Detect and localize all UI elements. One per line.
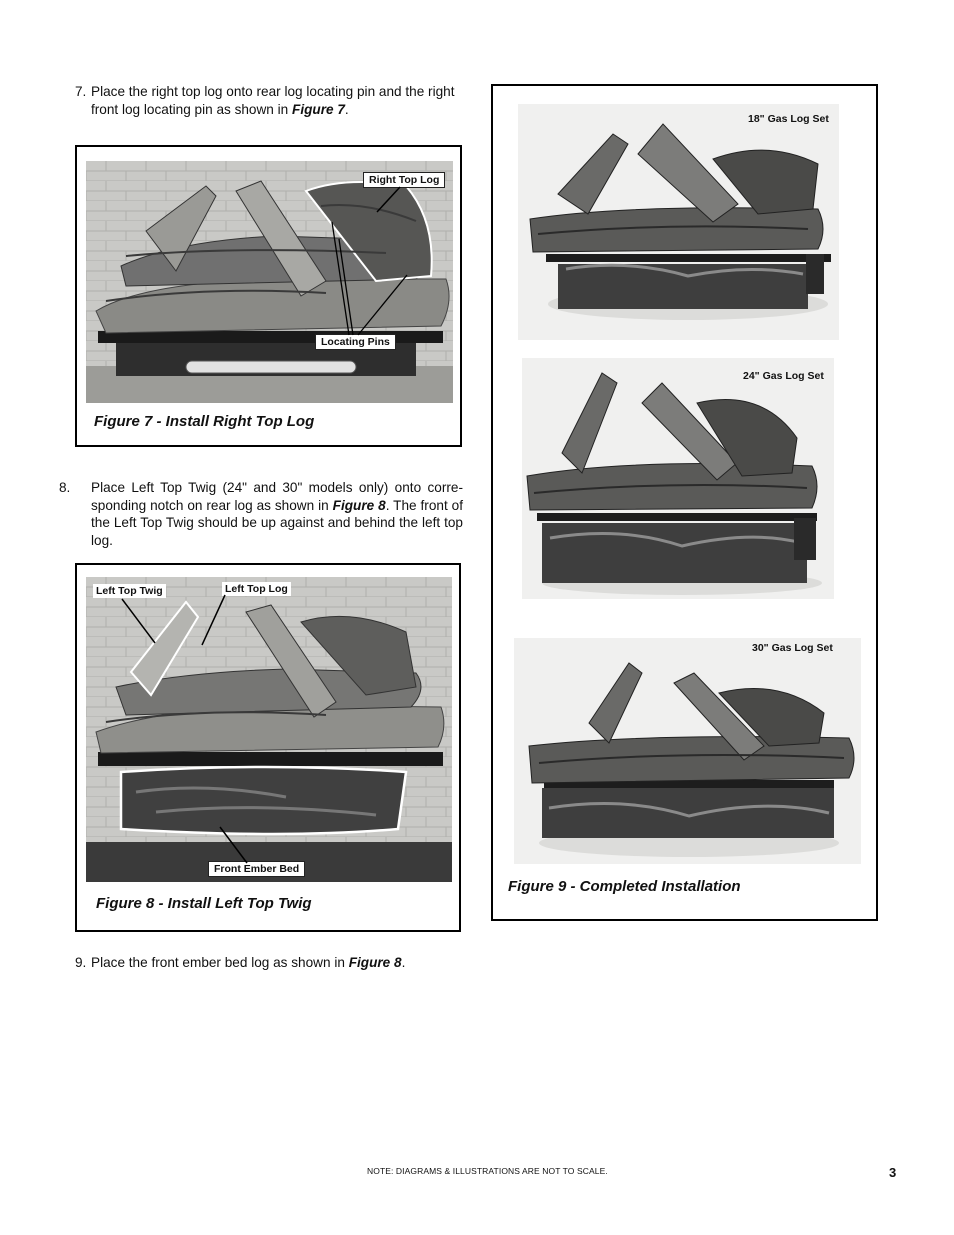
- step-7-figure-ref: Figure 7: [292, 101, 345, 117]
- figure-9-box: [491, 84, 878, 921]
- figure-7-photo: [86, 161, 453, 403]
- log-set-24-illustration: [522, 358, 834, 599]
- log-set-30-illustration: [514, 638, 861, 864]
- figure-8-box: [75, 563, 461, 932]
- figure-9-photo-30: [514, 638, 861, 864]
- left-top-log-label: Left Top Log: [222, 582, 291, 596]
- step-7-line-2: front log locating pin as shown in: [91, 101, 293, 117]
- step-8-figure-ref: Figure 8: [332, 497, 386, 513]
- front-ember-bed-label: Front Ember Bed: [208, 861, 305, 877]
- left-top-twig-label: Left Top Twig: [93, 584, 166, 598]
- figure-8-caption: Figure 8 - Install Left Top Twig: [96, 895, 312, 912]
- step-8-text-1: Place Left Top Twig (24" and 30" models only) onto corre-sponding notch on rear log as shown in: [91, 480, 463, 513]
- figure-7-box: [75, 145, 462, 447]
- log-set-18-illustration: [518, 104, 839, 340]
- step-8-number: 8.: [59, 480, 71, 495]
- step-9-number: 9.: [75, 955, 87, 970]
- step-7-number: 7.: [75, 84, 87, 99]
- step-7-line-1: Place the right top log onto rear log locating pin and the right: [91, 84, 455, 99]
- figure-9-photo-18: [518, 104, 839, 340]
- set-18-label: 18" Gas Log Set: [748, 113, 829, 125]
- step-8-text-2: . The front of the Left Top Twig should be up against and behind the left top log.: [91, 497, 464, 548]
- set-30-label: 30" Gas Log Set: [752, 642, 833, 654]
- step-9: [75, 954, 465, 972]
- page-number: 3: [889, 1165, 897, 1180]
- figure-8-photo: [86, 577, 452, 882]
- step-9-period: .: [401, 955, 406, 970]
- figure-7-caption: Figure 7 - Install Right Top Log: [94, 413, 315, 430]
- step-9-text: Place the front ember bed log as shown in: [91, 955, 349, 970]
- step-7: [75, 83, 463, 118]
- right-top-log-label: Right Top Log: [363, 172, 445, 188]
- figure-8-log-illustration: [86, 577, 452, 882]
- set-24-label: 24" Gas Log Set: [743, 370, 824, 382]
- figure-9-caption: Figure 9 - Completed Installation: [508, 878, 741, 895]
- figure-7-log-illustration: [86, 161, 453, 403]
- scale-note: NOTE: DIAGRAMS & ILLUSTRATIONS ARE NOT TO SCALE.: [367, 1166, 608, 1176]
- step-9-figure-ref: Figure 8: [348, 955, 402, 970]
- locating-pins-label: Locating Pins: [315, 334, 396, 350]
- step-7-period: .: [344, 101, 349, 117]
- step-8: [59, 479, 464, 549]
- figure-9-photo-24: [522, 358, 834, 599]
